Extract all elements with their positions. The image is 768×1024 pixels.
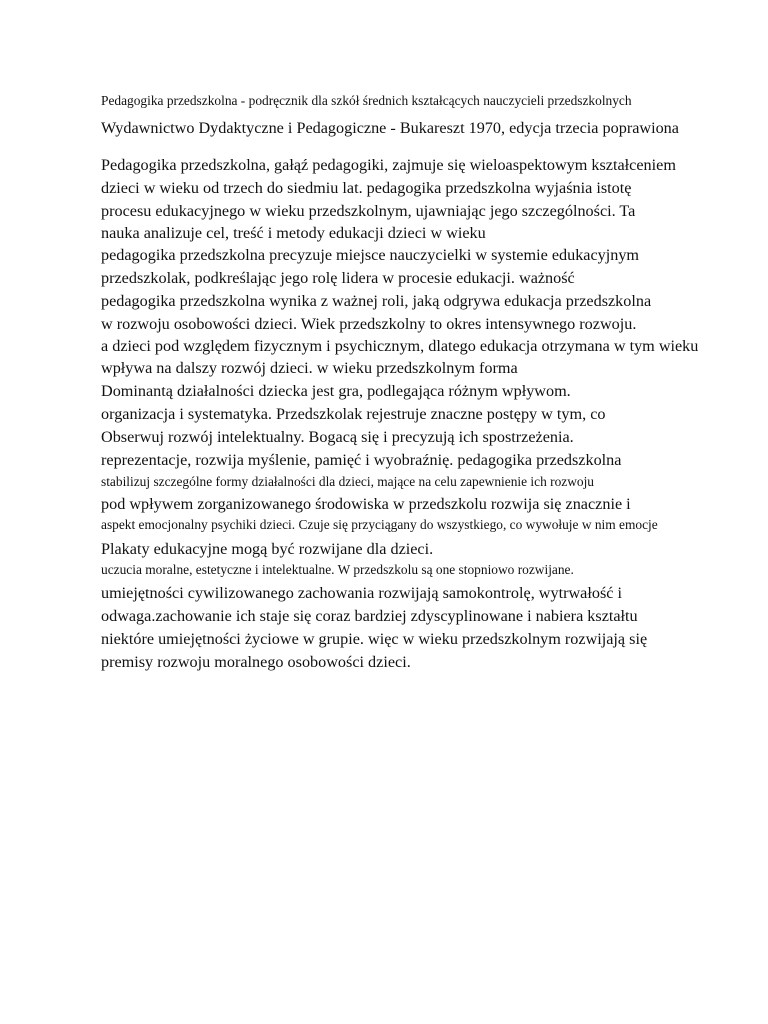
body-line: przedszkolak, podkreślając jego rolę lidera w procesie edukacji. ważność bbox=[101, 269, 575, 287]
body-line: a dzieci pod względem fizycznym i psychicznym, dlatego edukacja otrzymana w tym wieku bbox=[101, 337, 699, 355]
body-line: Dominantą działalności dziecka jest gra, podlegająca różnym wpływom. bbox=[101, 382, 571, 400]
body-line: uczucia moralne, estetyczne i intelektualne. W przedszkolu są one stopniowo rozwijane. bbox=[101, 562, 574, 577]
body-line: Obserwuj rozwój intelektualny. Bogacą się i precyzują ich spostrzeżenia. bbox=[101, 428, 574, 446]
body-line: niektóre umiejętności życiowe w grupie. więc w wieku przedszkolnym rozwijają się bbox=[101, 630, 648, 648]
body-line: pedagogika przedszkolna precyzuje miejsce nauczycielki w systemie edukacyjnym bbox=[101, 246, 640, 264]
body-line: stabilizuj szczególne formy działalności dla dzieci, mające na celu zapewnienie ich rozwoju bbox=[101, 474, 595, 489]
body-line: Plakaty edukacyjne mogą być rozwijane dla dzieci. bbox=[101, 540, 434, 558]
body-line: dzieci w wieku od trzech do siedmiu lat. pedagogika przedszkolna wyjaśnia istotę bbox=[101, 179, 632, 197]
book-subtitle: Pedagogika przedszkolna - podręcznik dla szkół średnich kształcących nauczycieli przedszkolnych bbox=[101, 93, 632, 108]
body-line: procesu edukacyjnego w wieku przedszkolnym, ujawniając jego szczególności. Ta bbox=[101, 202, 636, 220]
publisher-line: Wydawnictwo Dydaktyczne i Pedagogiczne - Bukareszt 1970, edycja trzecia poprawiona bbox=[101, 119, 679, 137]
body-line: reprezentacje, rozwija myślenie, pamięć i wyobraźnię. pedagogika przedszkolna bbox=[101, 451, 622, 469]
body-line: aspekt emocjonalny psychiki dzieci. Czuje się przyciągany do wszystkiego, co wywołuje w nim emocje bbox=[101, 517, 658, 532]
body-line: w rozwoju osobowości dzieci. Wiek przedszkolny to okres intensywnego rozwoju. bbox=[101, 315, 637, 333]
body-line: pod wpływem zorganizowanego środowiska w przedszkolu rozwija się znacznie i bbox=[101, 495, 631, 513]
body-line: organizacja i systematyka. Przedszkolak rejestruje znaczne postępy w tym, co bbox=[101, 405, 606, 423]
body-line: odwaga.zachowanie ich staje się coraz bardziej zdyscyplinowane i nabiera kształtu bbox=[101, 607, 638, 625]
body-line: umiejętności cywilizowanego zachowania rozwijają samokontrolę, wytrwałość i bbox=[101, 584, 622, 602]
body-line: pedagogika przedszkolna wynika z ważnej roli, jaką odgrywa edukacja przedszkolna bbox=[101, 292, 652, 310]
body-line: premisy rozwoju moralnego osobowości dzieci. bbox=[101, 653, 411, 671]
body-line: nauka analizuje cel, treść i metody edukacji dzieci w wieku bbox=[101, 224, 486, 242]
body-line: wpływa na dalszy rozwój dzieci. w wieku przedszkolnym forma bbox=[101, 359, 518, 377]
body-line: Pedagogika przedszkolna, gałąź pedagogiki, zajmuje się wieloaspektowym kształceniem bbox=[101, 156, 676, 174]
